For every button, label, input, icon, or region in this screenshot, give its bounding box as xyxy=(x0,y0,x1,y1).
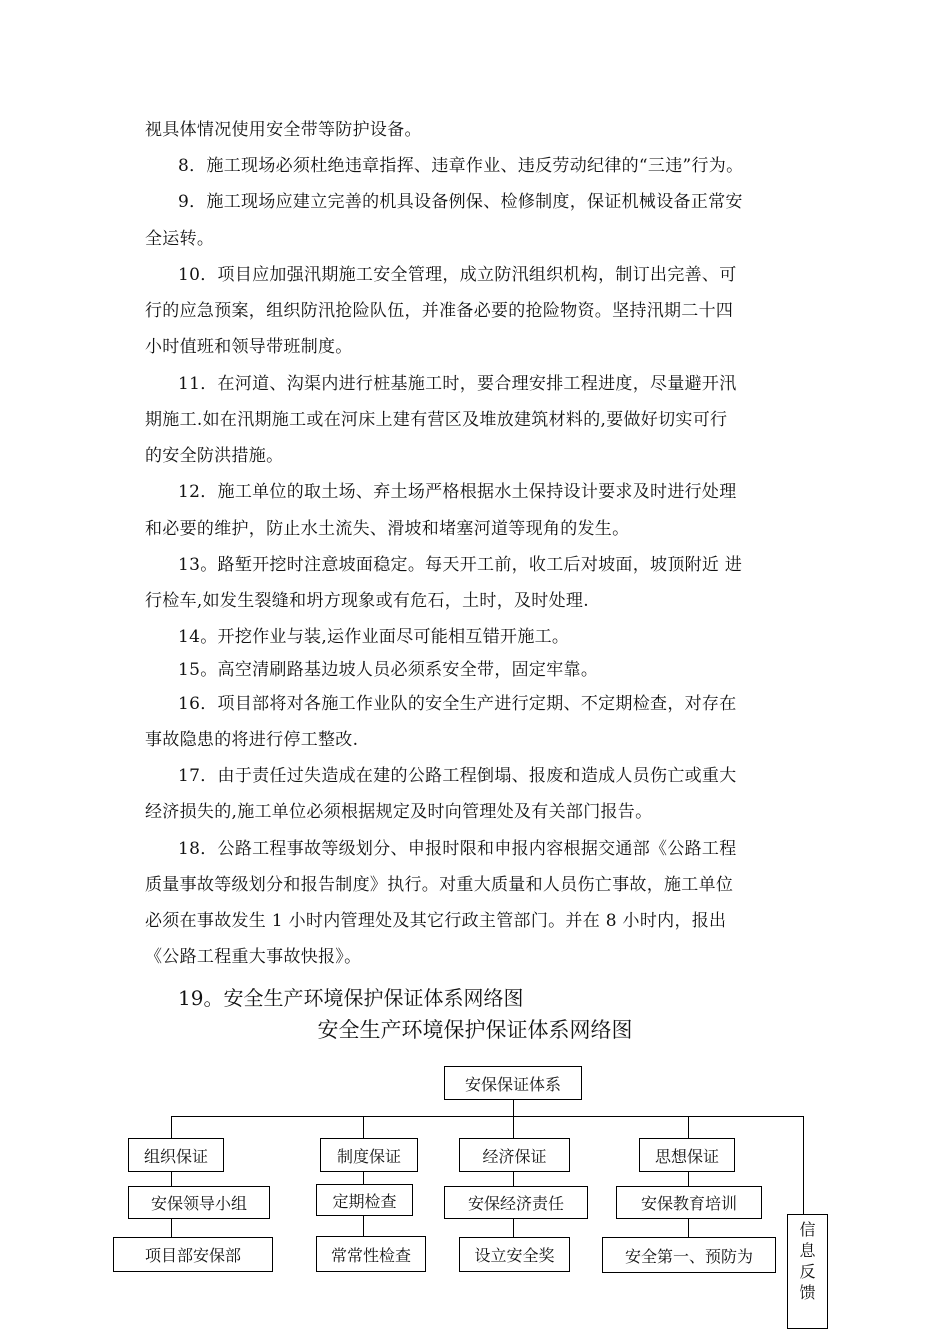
connector-line xyxy=(363,1116,364,1138)
text-line: 10．项目应加强汛期施工安全管理，成立防汛组织机构，制订出完善、可 xyxy=(178,265,737,285)
feedback-char: 反 xyxy=(799,1262,816,1281)
node-safety-first: 安全第一、预防为 xyxy=(602,1237,776,1273)
text-line: 18．公路工程事故等级划分、申报时限和申报内容根据交通部《公路工程 xyxy=(178,839,737,859)
node-education: 安保教育培训 xyxy=(616,1186,762,1219)
text-line: 经济损失的,施工单位必须根据规定及时向管理处及有关部门报告。 xyxy=(145,802,653,822)
text-line: 行检车,如发生裂缝和坍方现象或有危石，土时，及时处理. xyxy=(145,591,589,611)
diagram-title: 安全生产环境保护保证体系网络图 xyxy=(317,1018,633,1042)
text-line: 全运转。 xyxy=(145,229,215,249)
feedback-char: 馈 xyxy=(799,1283,816,1302)
text-line: 质量事故等级划分和报告制度》执行。对重大质量和人员伤亡事故，施工单位 xyxy=(145,875,734,895)
text-line: 17．由于责任过失造成在建的公路工程倒塌、报废和造成人员伤亡或重大 xyxy=(178,766,737,786)
connector-line xyxy=(803,1116,804,1214)
connector-line xyxy=(171,1219,172,1237)
node-safety-group: 安保领导小组 xyxy=(128,1186,270,1219)
text-line: 必须在事故发生 1 小时内管理处及其它行政主管部门。并在 8 小时内，报出 xyxy=(145,911,727,931)
text-line: 视具体情况使用安全带等防护设备。 xyxy=(145,120,422,140)
connector-line xyxy=(171,1172,172,1186)
connector-line xyxy=(513,1172,514,1186)
text-line: 12．施工单位的取土场、弃土场严格根据水土保持设计要求及时进行处理 xyxy=(178,482,737,502)
text-line: 小时值班和领导带班制度。 xyxy=(145,337,353,357)
connector-line xyxy=(513,1100,514,1116)
text-line: 8．施工现场必须杜绝违章指挥、违章作业、违反劳动纪律的“三违”行为。 xyxy=(178,156,744,176)
connector-line xyxy=(513,1219,514,1237)
text-line: 《公路工程重大事故快报》。 xyxy=(145,947,362,967)
text-line: 16．项目部将对各施工作业队的安全生产进行定期、不定期检查，对存在 xyxy=(178,694,737,714)
section-heading: 19。安全生产环境保护保证体系网络图 xyxy=(178,986,524,1010)
text-line: 13。路堑开挖时注意坡面稳定。每天开工前，收工后对坡面，坡顶附近 进 xyxy=(178,555,743,575)
node-system: 制度保证 xyxy=(320,1138,418,1172)
connector-line xyxy=(688,1219,689,1237)
node-routine-inspection: 常常性检查 xyxy=(316,1236,426,1272)
connector-line xyxy=(171,1116,172,1138)
node-organization: 组织保证 xyxy=(128,1138,224,1172)
text-line: 11．在河道、沟渠内进行桩基施工时，要合理安排工程进度，尽量避开汛 xyxy=(178,374,737,394)
node-economic-duty: 安保经济责任 xyxy=(444,1186,588,1219)
text-line: 9．施工现场应建立完善的机具设备例保、检修制度，保证机械设备正常安 xyxy=(178,192,743,212)
node-economic: 经济保证 xyxy=(459,1138,570,1172)
connector-line xyxy=(688,1116,689,1138)
text-line: 14。开挖作业与装,运作业面尽可能相互错开施工。 xyxy=(178,627,570,647)
feedback-char: 息 xyxy=(799,1241,816,1260)
node-safety-dept: 项目部安保部 xyxy=(113,1237,273,1272)
text-line: 事故隐患的将进行停工整改. xyxy=(145,730,359,750)
root-node: 安保保证体系 xyxy=(444,1066,582,1100)
node-regular-inspection: 定期检查 xyxy=(316,1184,413,1216)
connector-line xyxy=(363,1172,364,1184)
text-line: 期施工.如在汛期施工或在河床上建有营区及堆放建筑材料的,要做好切实可行 xyxy=(145,410,728,430)
text-line: 的安全防洪措施。 xyxy=(145,446,284,466)
text-line: 行的应急预案，组织防汛抢险队伍，并准备必要的抢险物资。坚持汛期二十四 xyxy=(145,301,734,321)
node-feedback xyxy=(787,1214,828,1329)
connector-line xyxy=(688,1172,689,1186)
feedback-char: 信 xyxy=(799,1220,816,1239)
node-safety-award: 设立安全奖 xyxy=(459,1237,570,1272)
text-line: 和必要的维护，防止水土流失、滑坡和堵塞河道等现角的发生。 xyxy=(145,519,630,539)
text-line: 15。高空清刷路基边坡人员必须系安全带，固定牢靠。 xyxy=(178,660,599,680)
connector-line xyxy=(363,1216,364,1236)
node-ideology: 思想保证 xyxy=(639,1138,735,1172)
connector-line xyxy=(513,1116,514,1138)
connector-line xyxy=(171,1116,803,1117)
